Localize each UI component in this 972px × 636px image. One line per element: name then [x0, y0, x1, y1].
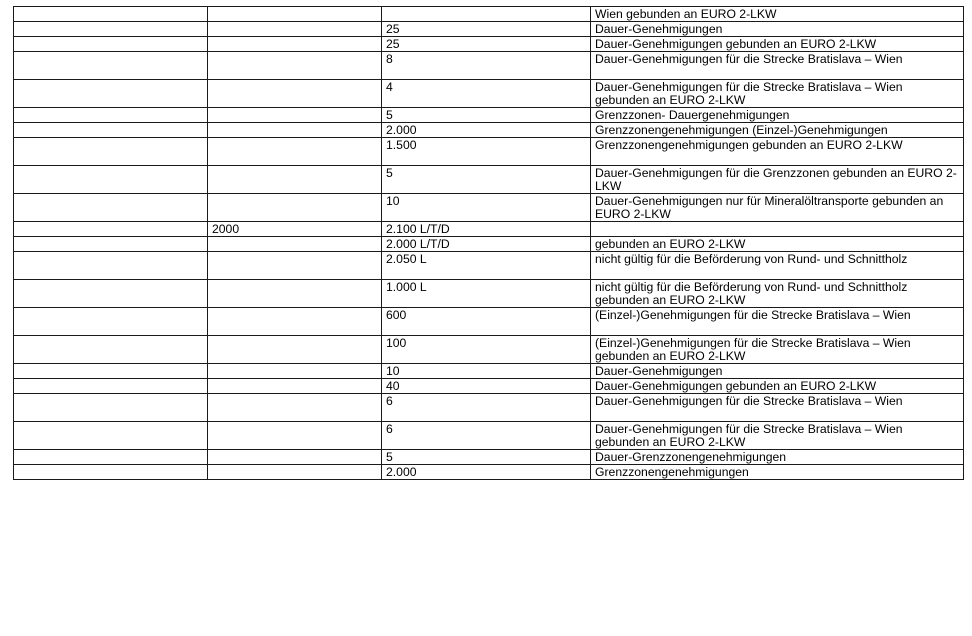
country-cell	[14, 308, 208, 336]
year-cell	[208, 450, 382, 465]
description-cell: Grenzzonen- Dauergenehmigungen	[591, 108, 964, 123]
description-cell: Dauer-Genehmigungen	[591, 364, 964, 379]
year-cell	[208, 422, 382, 450]
description-cell: Dauer-Genehmigungen für die Strecke Bratislava – Wien gebunden an EURO 2-LKW	[591, 422, 964, 450]
description-cell: Wien gebunden an EURO 2-LKW	[591, 7, 964, 22]
country-cell	[14, 166, 208, 194]
description-cell: Dauer-Genehmigungen	[591, 22, 964, 37]
year-cell	[208, 336, 382, 364]
table-row	[14, 123, 964, 138]
description-cell: Dauer-Genehmigungen für die Strecke Bratislava – Wien	[591, 394, 964, 422]
description-cell: Grenzzonengenehmigungen	[591, 465, 964, 480]
permits-table-body	[14, 7, 964, 480]
year-cell	[208, 379, 382, 394]
country-cell	[14, 379, 208, 394]
quantity-cell: 2.100 L/T/D	[382, 222, 591, 237]
quantity-cell: 40	[382, 379, 591, 394]
quantity-cell: 6	[382, 422, 591, 450]
quantity-cell: 1.000 L	[382, 280, 591, 308]
table-row	[14, 364, 964, 379]
permits-table	[13, 6, 964, 480]
year-cell	[208, 7, 382, 22]
country-cell	[14, 22, 208, 37]
description-cell: Dauer-Genehmigungen nur für Mineralöltransporte gebunden an EURO 2-LKW	[591, 194, 964, 222]
quantity-cell: 2.000	[382, 465, 591, 480]
description-cell: Grenzzonengenehmigungen (Einzel-)Genehmigungen	[591, 123, 964, 138]
year-cell	[208, 194, 382, 222]
description-cell: Dauer-Genehmigungen für die Grenzzonen gebunden an EURO 2- LKW	[591, 166, 964, 194]
year-cell	[208, 52, 382, 80]
table-row	[14, 422, 964, 450]
country-cell	[14, 80, 208, 108]
table-row	[14, 194, 964, 222]
year-cell	[208, 108, 382, 123]
quantity-cell: 5	[382, 108, 591, 123]
year-cell	[208, 237, 382, 252]
quantity-cell: 2.050 L	[382, 252, 591, 280]
table-row	[14, 222, 964, 237]
table-row	[14, 465, 964, 480]
quantity-cell: 25	[382, 22, 591, 37]
country-cell	[14, 52, 208, 80]
country-cell	[14, 222, 208, 237]
country-cell	[14, 336, 208, 364]
year-cell	[208, 22, 382, 37]
table-row	[14, 280, 964, 308]
year-cell	[208, 280, 382, 308]
quantity-cell: 100	[382, 336, 591, 364]
description-cell: gebunden an EURO 2-LKW	[591, 237, 964, 252]
year-cell	[208, 123, 382, 138]
year-cell	[208, 166, 382, 194]
quantity-cell: 2.000 L/T/D	[382, 237, 591, 252]
table-row	[14, 166, 964, 194]
quantity-cell	[382, 7, 591, 22]
year-cell: 2000	[208, 222, 382, 237]
table-row	[14, 22, 964, 37]
year-cell	[208, 308, 382, 336]
table-row	[14, 450, 964, 465]
country-cell	[14, 37, 208, 52]
description-cell: (Einzel-)Genehmigungen für die Strecke Bratislava – Wien	[591, 308, 964, 336]
quantity-cell: 6	[382, 394, 591, 422]
quantity-cell: 600	[382, 308, 591, 336]
quantity-cell: 5	[382, 166, 591, 194]
year-cell	[208, 37, 382, 52]
quantity-cell: 10	[382, 364, 591, 379]
description-cell: Dauer-Genehmigungen gebunden an EURO 2-LKW	[591, 379, 964, 394]
table-row	[14, 7, 964, 22]
year-cell	[208, 138, 382, 166]
country-cell	[14, 108, 208, 123]
table-row	[14, 394, 964, 422]
table-row	[14, 52, 964, 80]
quantity-cell: 5	[382, 450, 591, 465]
description-cell	[591, 222, 964, 237]
description-cell: Dauer-Grenzzonengenehmigungen	[591, 450, 964, 465]
country-cell	[14, 394, 208, 422]
description-cell: (Einzel-)Genehmigungen für die Strecke Bratislava – Wien gebunden an EURO 2-LKW	[591, 336, 964, 364]
country-cell	[14, 138, 208, 166]
country-cell	[14, 422, 208, 450]
table-row	[14, 237, 964, 252]
description-cell: Dauer-Genehmigungen gebunden an EURO 2-LKW	[591, 37, 964, 52]
table-row	[14, 308, 964, 336]
country-cell	[14, 280, 208, 308]
table-row	[14, 252, 964, 280]
country-cell	[14, 252, 208, 280]
table-row	[14, 379, 964, 394]
year-cell	[208, 394, 382, 422]
country-cell	[14, 237, 208, 252]
table-row	[14, 138, 964, 166]
table-row	[14, 336, 964, 364]
table-row	[14, 37, 964, 52]
quantity-cell: 4	[382, 80, 591, 108]
country-cell	[14, 450, 208, 465]
country-cell	[14, 364, 208, 379]
table-row	[14, 108, 964, 123]
quantity-cell: 10	[382, 194, 591, 222]
quantity-cell: 2.000	[382, 123, 591, 138]
quantity-cell: 25	[382, 37, 591, 52]
country-cell	[14, 7, 208, 22]
country-cell	[14, 123, 208, 138]
country-cell	[14, 194, 208, 222]
quantity-cell: 8	[382, 52, 591, 80]
description-cell: nicht gültig für die Beförderung von Rund- und Schnittholz gebunden an EURO 2-LKW	[591, 280, 964, 308]
country-cell	[14, 465, 208, 480]
table-row	[14, 80, 964, 108]
year-cell	[208, 364, 382, 379]
description-cell: Grenzzonengenehmigungen gebunden an EURO 2-LKW	[591, 138, 964, 166]
description-cell: Dauer-Genehmigungen für die Strecke Bratislava – Wien	[591, 52, 964, 80]
year-cell	[208, 465, 382, 480]
year-cell	[208, 252, 382, 280]
year-cell	[208, 80, 382, 108]
description-cell: Dauer-Genehmigungen für die Strecke Bratislava – Wien gebunden an EURO 2-LKW	[591, 80, 964, 108]
quantity-cell: 1.500	[382, 138, 591, 166]
description-cell: nicht gültig für die Beförderung von Rund- und Schnittholz	[591, 252, 964, 280]
